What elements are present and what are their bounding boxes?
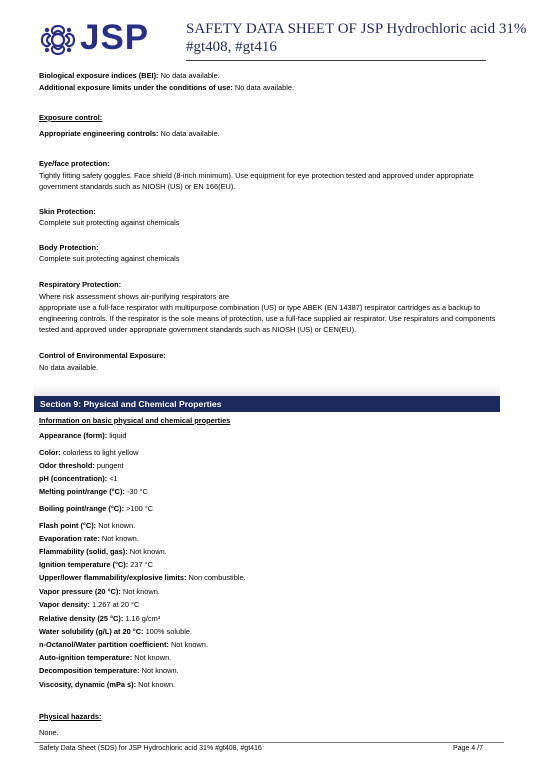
property-label: Odor threshold: [39,461,95,470]
property-value: pungent [94,461,124,470]
property-label: Appearance (form): [39,431,108,440]
property-row [39,613,509,624]
body-protection-heading: Body Protection: [39,243,99,252]
property-label: Water solubility (g/L) at 20 °C: [39,627,144,636]
title-line-2: #gt408, #gt416 [186,39,277,55]
property-row [39,447,509,458]
physical-hazards-heading: Physical hazards: [39,712,102,721]
property-row [39,586,509,597]
property-value: Non combustible. [186,573,246,582]
property-value: colorless to light yellow [60,448,139,457]
title-line-1: SAFETY DATA SHEET OF JSP Hydrochloric acid 31% [186,21,527,37]
property-value: 1.16 g/cm³ [123,614,161,623]
property-label: Color: [39,448,61,457]
property-value: Not known. [139,666,179,675]
property-row [39,599,509,610]
property-label: Vapor pressure (20 °C): [39,587,121,596]
property-value: Not known. [99,534,139,543]
property-label: Flash point (°C): [39,521,97,530]
document-title [186,20,531,56]
bei-row [39,70,509,81]
property-value: <1 [107,474,118,483]
property-label: Ignition temperature (°C): [39,560,129,569]
property-value: Not known. [127,547,167,556]
property-value: Not known. [120,587,160,596]
property-value: 100% soluble. [143,627,192,636]
property-value: Not known. [96,521,136,530]
property-value: >100 °C [124,504,154,513]
engineering-controls-label: Appropriate engineering controls: [39,129,159,138]
eye-protection-heading: Eye/face protection: [39,159,110,168]
physical-hazards-value: None. [39,728,59,737]
property-value: Not known. [168,640,208,649]
environmental-exposure-heading: Control of Environmental Exposure: [39,351,166,360]
property-row [39,572,509,583]
jsp-logo [38,20,183,60]
property-label: Decomposition temperature: [39,666,140,675]
property-value: Not known. [136,680,176,689]
body-protection-text: Complete suit protecting against chemicals [39,254,180,263]
bei-value: No data available. [158,71,220,80]
property-label: Relative density (25 °C): [39,614,124,623]
property-row [39,652,509,663]
respiratory-protection-heading: Respiratory Protection: [39,280,122,289]
property-value: liquid [107,431,127,440]
property-value: 237 °C [128,560,153,569]
logo-icon [38,22,78,58]
logo-text: JSP [80,18,150,57]
property-row [39,460,509,471]
property-row [39,520,509,531]
engineering-controls-value: No data available. [158,129,220,138]
property-label: n-Octanol/Water partition coefficient: [39,640,169,649]
property-label: Flammability (solid, gas): [39,547,128,556]
engineering-controls-row [39,128,509,139]
exposure-control-heading: Exposure control: [39,113,103,122]
property-row [39,430,509,441]
additional-limits-value: No data available. [232,83,295,92]
bei-label: Biological exposure indices (BEI): [39,71,159,80]
property-label: pH (concentration): [39,474,108,483]
basic-properties-heading: Information on basic physical and chemical properties [39,416,231,425]
property-label: Boiling point/range (°C): [39,504,125,513]
respiratory-protection-line1: Where risk assessment shows air-purifying respirators are [39,292,230,301]
property-row [39,486,509,497]
property-row [39,533,509,544]
property-value: -30 °C [124,487,148,496]
property-label: Viscosity, dynamic (mPa s): [39,680,137,689]
skin-protection-heading: Skin Protection: [39,207,96,216]
skin-protection-text: Complete suit protecting against chemicals [39,218,180,227]
environmental-exposure-text: No data available. [39,363,99,372]
footer-page-number: Page 4 /7 [453,745,483,752]
section-9-header: Section 9: Physical and Chemical Properties [34,396,500,412]
property-label: Evaporation rate: [39,534,100,543]
section-bar-shade [34,385,500,396]
property-row [39,665,509,676]
property-row [39,639,509,650]
property-row [39,473,509,484]
property-label: Upper/lower flammability/explosive limits: [39,573,187,582]
eye-protection-text: Tightly fitting safety goggles. Face shield (8-inch minimum). Use equipment for eye protection tested and approved under appropriate government standards such as NIOSH (US) or EN 166(EU). [39,171,474,191]
footer-document-name: Safety Data Sheet (SDS) for JSP Hydrochloric acid 31% #gt408, #gt416 [39,745,262,752]
property-row [39,546,509,557]
property-label: Auto-ignition temperature: [39,653,133,662]
respiratory-protection-text: appropriate use a full-face respirator with multipurpose combination (US) or type ABEK (EN 14387) respirator cartridges as a backup to engineering controls. If the respirator is the sole means of protection, use a full-face supplied air respirator. Use respirators and components tested and approved under appropriate government standards such as NIOSH (US) or CEN(EU). [39,303,496,334]
footer-divider [34,742,504,743]
property-row [39,559,509,570]
property-row [39,626,509,637]
property-value: Not known. [132,653,172,662]
property-value: 1.267 at 20 °C [89,600,140,609]
property-row [39,503,509,514]
additional-limits-label: Additional exposure limits under the conditions of use: [39,83,233,92]
property-label: Melting point/range (°C): [39,487,125,496]
property-label: Vapor density: [39,600,90,609]
header-divider [186,60,486,61]
additional-limits-row [39,82,509,93]
property-row [39,679,509,690]
